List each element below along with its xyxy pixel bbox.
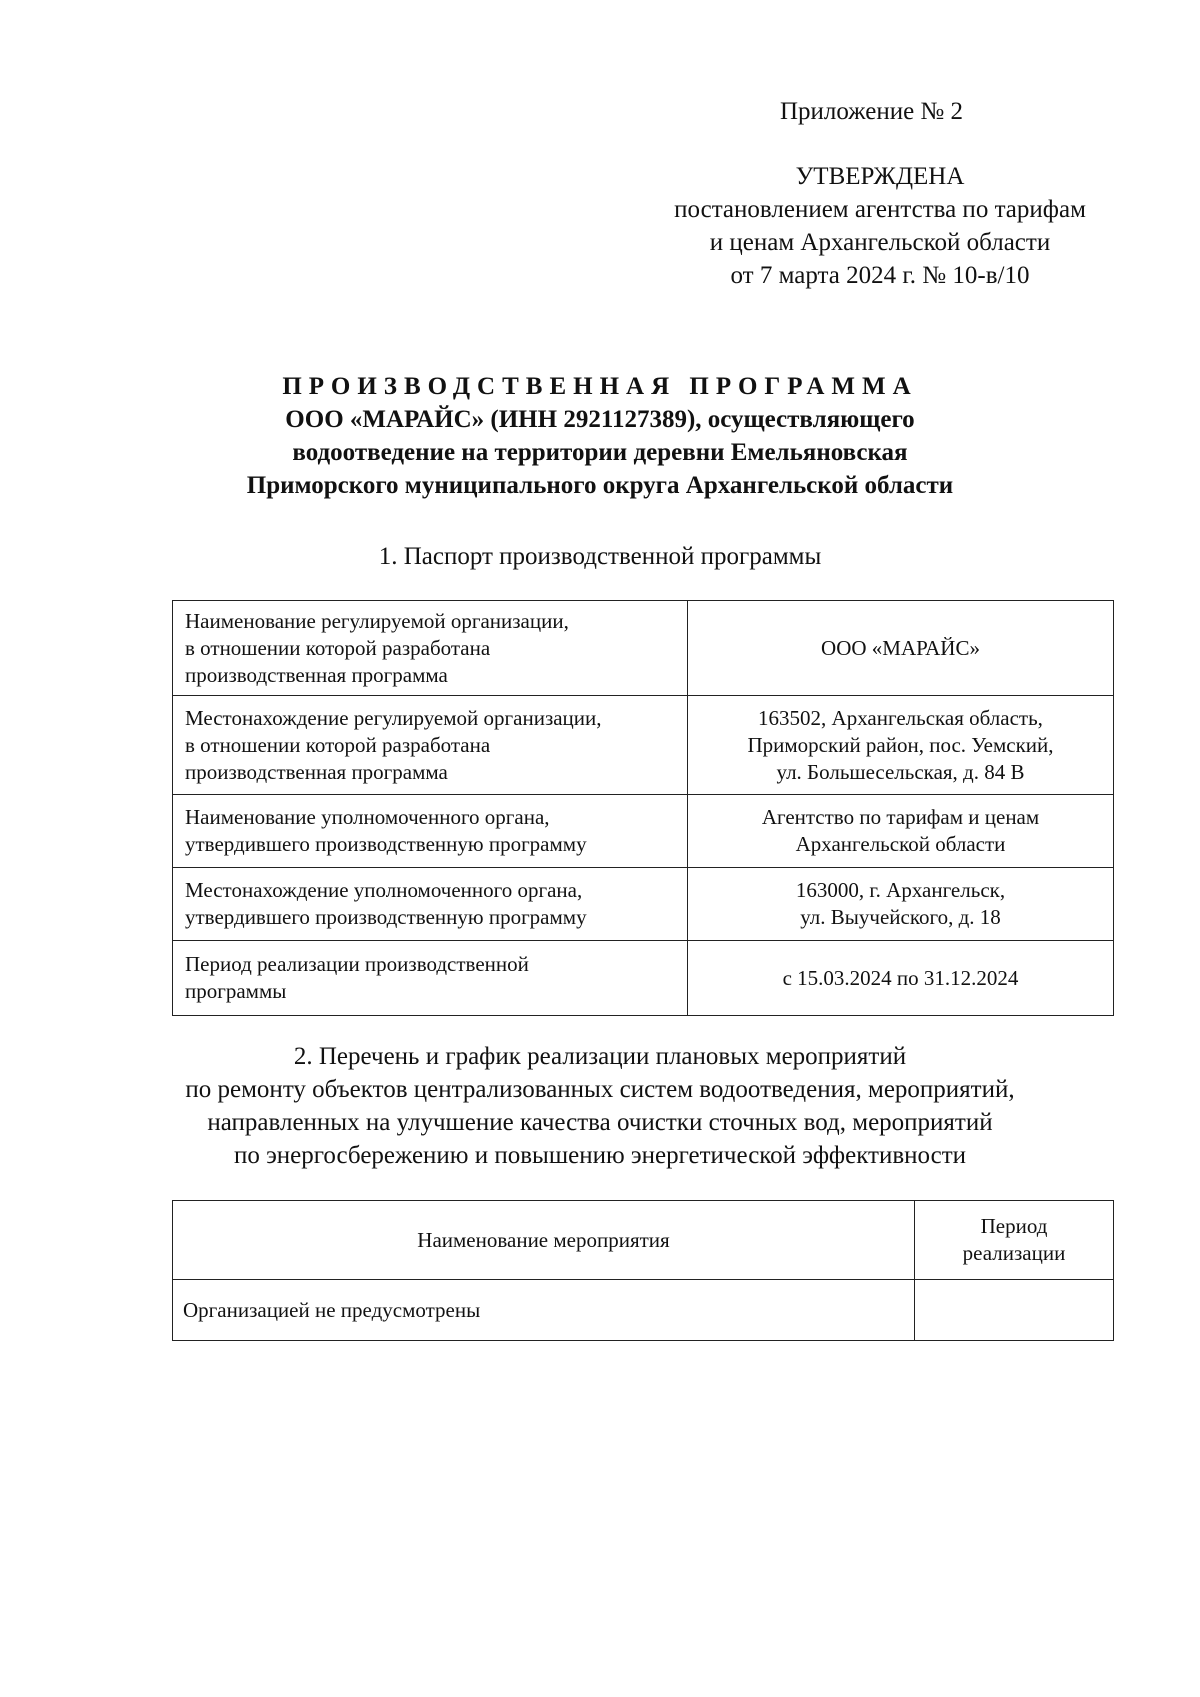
- cell-text: утвердившего производственную программу: [185, 832, 587, 856]
- section-heading-text: по энергосбережению и повышению энергетической эффективности: [233, 1142, 967, 1169]
- table-row: [173, 696, 1114, 795]
- cell-text: производственная программа: [185, 759, 448, 784]
- table-cell-label: [173, 941, 688, 1016]
- cell-text: Период реализации производственной: [185, 952, 529, 976]
- cell-text: 163000, г. Архангельск,: [795, 878, 1006, 902]
- section-heading-text: по ремонту объектов централизованных систем водоотведения, мероприятий,: [185, 1076, 1015, 1103]
- cell-text: производственная программа: [185, 662, 448, 687]
- title-line: водоотведение на территории деревни Емельяновская: [292, 439, 908, 466]
- table-cell-label: [173, 696, 688, 795]
- cell-text: реализации: [962, 1241, 1066, 1265]
- cell-text: с 15.03.2024 по 31.12.2024: [782, 965, 1019, 990]
- table-row: [173, 1280, 1114, 1341]
- table-cell-value: [688, 795, 1114, 868]
- cell-text: Наименование регулируемой организации,: [185, 608, 569, 633]
- column-header-period: [915, 1201, 1114, 1280]
- column-header-name: Наименование мероприятия: [173, 1201, 915, 1280]
- table-cell-value: [688, 601, 1114, 696]
- cell-text: утвердившего производственную программу: [185, 905, 587, 929]
- table-cell-label: [173, 868, 688, 941]
- table-cell-value: [688, 868, 1114, 941]
- table-row: [173, 868, 1114, 941]
- title-line: Приморского муниципального округа Архангельской области: [246, 472, 954, 499]
- measures-table: [172, 1200, 1114, 1341]
- passport-table: [172, 600, 1114, 1016]
- title-line: ПРОИЗВОДСТВЕННАЯ ПРОГРАММА: [282, 373, 918, 400]
- table-row: [173, 601, 1114, 696]
- approval-line: от 7 марта 2024 г. № 10-в/10: [730, 262, 1030, 289]
- appendix-number: Приложение № 2: [780, 98, 964, 125]
- table-cell-value: [688, 941, 1114, 1016]
- table-cell-name: Организацией не предусмотрены: [173, 1280, 915, 1341]
- approval-line: УТВЕРЖДЕНА: [795, 163, 965, 190]
- table-cell-label: [173, 601, 688, 696]
- table-row: [173, 795, 1114, 868]
- cell-text: Местонахождение регулируемой организации,: [185, 705, 602, 730]
- cell-text: ул. Большесельская, д. 84 В: [776, 759, 1025, 784]
- section-heading-text: 2. Перечень и график реализации плановых мероприятий: [293, 1043, 907, 1070]
- cell-text: 163502, Архангельская область,: [758, 705, 1043, 730]
- cell-text: ООО «МАРАЙС»: [821, 635, 980, 660]
- table-header-row: [173, 1201, 1114, 1280]
- cell-text: в отношении которой разработана: [185, 635, 491, 660]
- section-1-heading: [150, 540, 1050, 573]
- title-line: ООО «МАРАЙС» (ИНН 2921127389), осуществляющего: [285, 406, 915, 433]
- cell-text: программы: [185, 979, 287, 1003]
- cell-text: Агентство по тарифам и ценам: [761, 805, 1040, 829]
- table-cell-value: [688, 696, 1114, 795]
- section-heading-text: 1. Паспорт производственной программы: [378, 543, 822, 570]
- document-title: [150, 370, 1050, 502]
- cell-text: Период: [980, 1214, 1048, 1238]
- cell-text: Приморский район, пос. Уемский,: [747, 732, 1054, 757]
- cell-text: Местонахождение уполномоченного органа,: [185, 878, 583, 902]
- approval-stamp: [640, 160, 1120, 292]
- approval-line: постановлением агентства по тарифам: [674, 196, 1086, 223]
- approval-line: и ценам Архангельской области: [709, 229, 1051, 256]
- table-cell-label: [173, 795, 688, 868]
- cell-text: ул. Выучейского, д. 18: [800, 905, 1001, 929]
- cell-text: в отношении которой разработана: [185, 732, 491, 757]
- cell-text: Наименование уполномоченного органа,: [185, 805, 550, 829]
- table-cell-period: [915, 1280, 1114, 1341]
- table-row: [173, 941, 1114, 1016]
- section-2-heading: [150, 1040, 1050, 1172]
- section-heading-text: направленных на улучшение качества очистки сточных вод, мероприятий: [207, 1109, 993, 1136]
- cell-text: Архангельской области: [795, 832, 1006, 856]
